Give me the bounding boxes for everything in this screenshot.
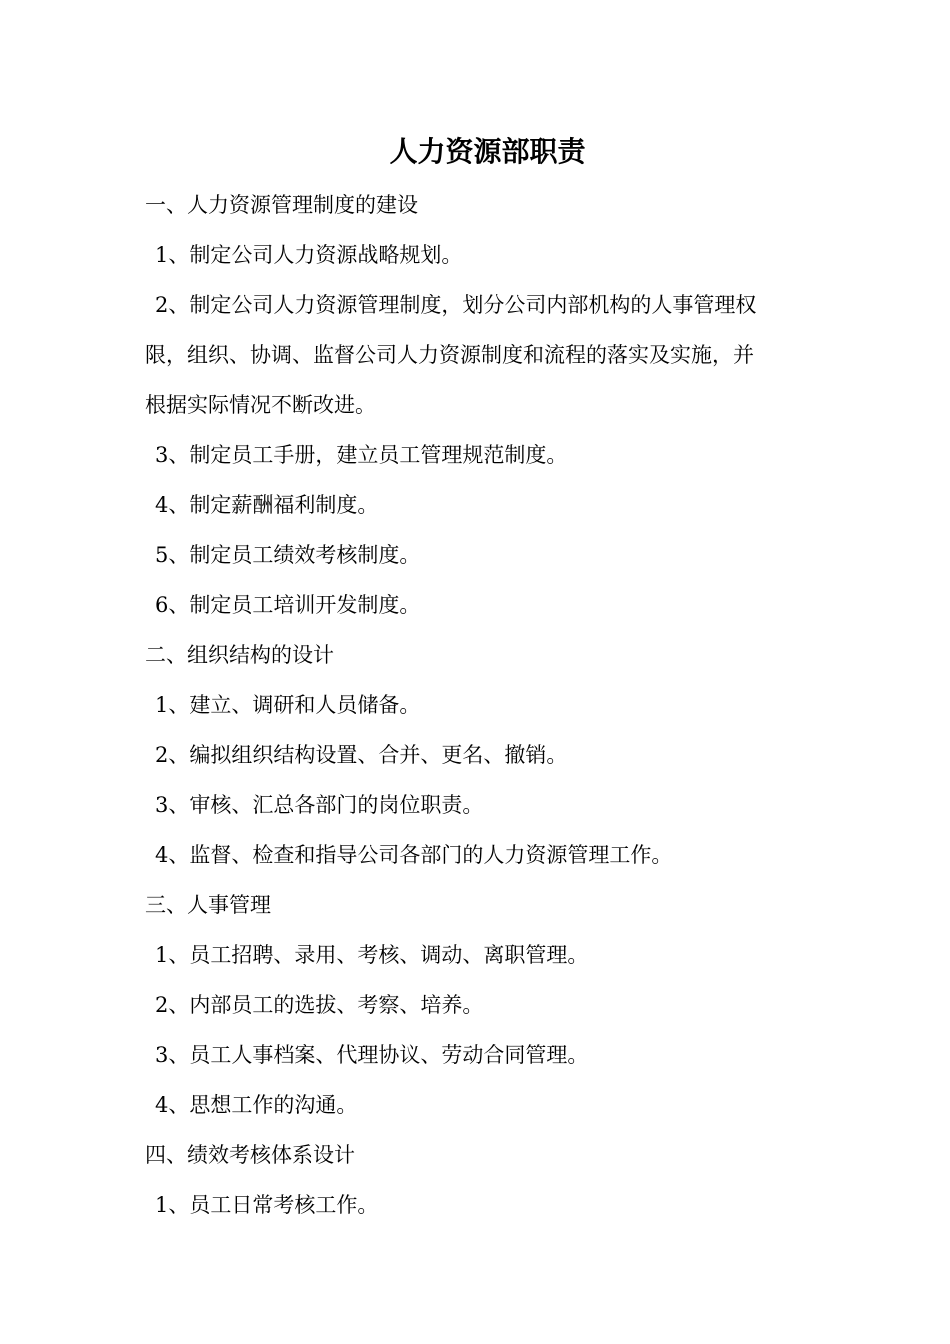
- list-item: 1、员工招聘、录用、考核、调动、离职管理。: [155, 943, 589, 967]
- list-item: 2、编拟组织结构设置、合并、更名、撤销。: [155, 743, 568, 767]
- list-item: 4、制定薪酬福利制度。: [155, 493, 379, 517]
- list-item: 2、制定公司人力资源管理制度，划分公司内部机构的人事管理权: [155, 293, 757, 317]
- list-item: 3、员工人事档案、代理协议、劳动合同管理。: [155, 1043, 589, 1067]
- list-item: 3、制定员工手册，建立员工管理规范制度。: [155, 443, 568, 467]
- list-item: 6、制定员工培训开发制度。: [155, 593, 421, 617]
- section-heading: 四、绩效考核体系设计: [145, 1143, 355, 1167]
- list-item: 4、监督、检查和指导公司各部门的人力资源管理工作。: [155, 843, 673, 867]
- section-heading: 二、组织结构的设计: [145, 643, 334, 667]
- list-item: 1、制定公司人力资源战略规划。: [155, 243, 463, 267]
- document-title: 人力资源部职责: [389, 135, 586, 168]
- list-item: 4、思想工作的沟通。: [155, 1093, 358, 1117]
- list-item: 1、员工日常考核工作。: [155, 1193, 379, 1217]
- list-item-continuation: 限，组织、协调、监督公司人力资源制度和流程的落实及实施，并: [145, 343, 754, 367]
- list-item: 3、审核、汇总各部门的岗位职责。: [155, 793, 484, 817]
- list-item: 1、建立、调研和人员储备。: [155, 693, 421, 717]
- list-item-continuation: 根据实际情况不断改进。: [145, 393, 376, 417]
- section-heading: 三、人事管理: [145, 893, 271, 917]
- section-heading: 一、人力资源管理制度的建设: [145, 193, 418, 217]
- list-item: 5、制定员工绩效考核制度。: [155, 543, 421, 567]
- document-body: [145, 180, 810, 1230]
- list-item: 2、内部员工的选拔、考察、培养。: [155, 993, 484, 1017]
